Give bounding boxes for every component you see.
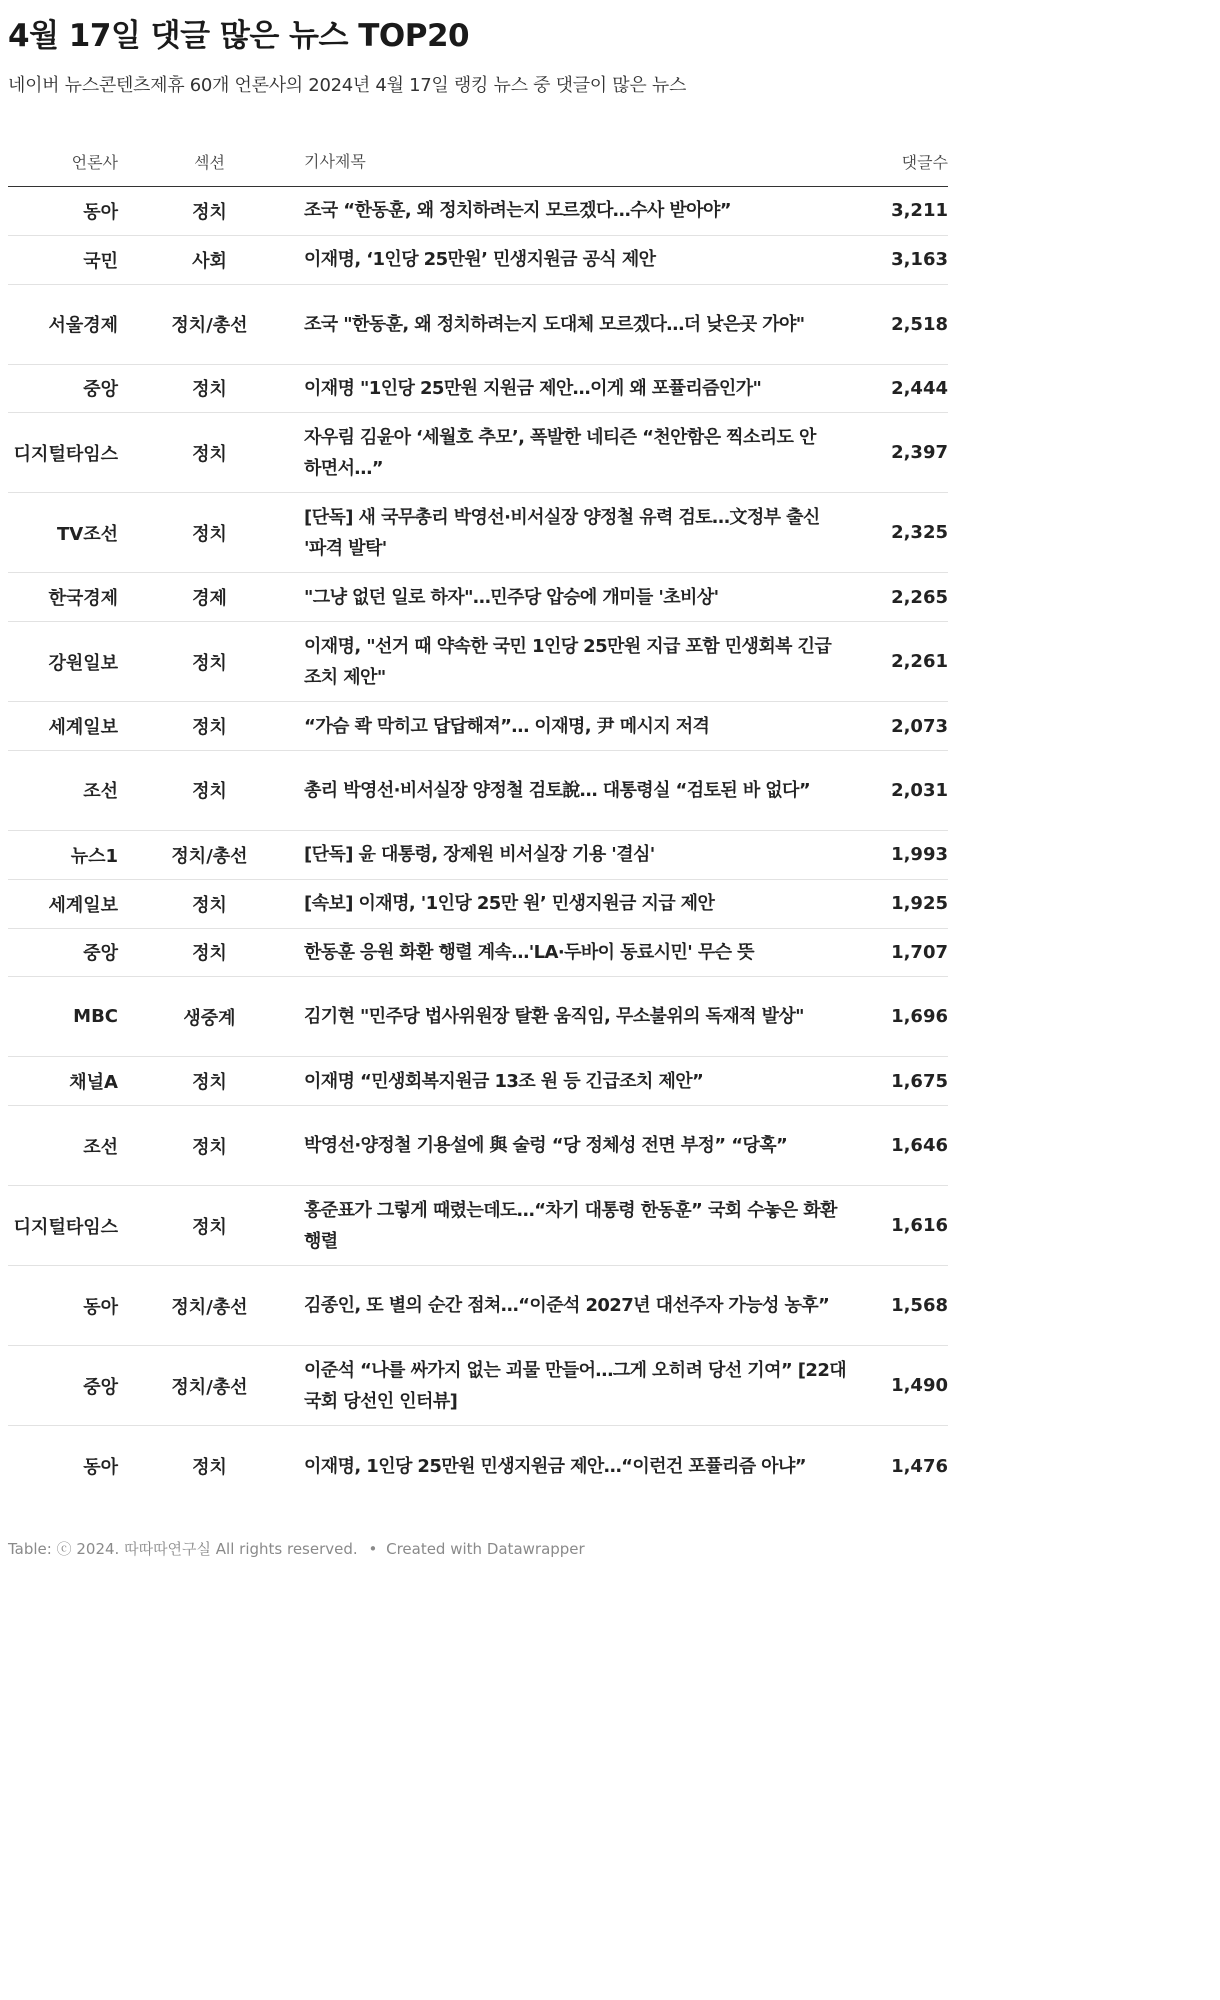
table-body [8, 187, 948, 1506]
table-row [8, 622, 948, 702]
cell-press: 조선 [83, 781, 118, 803]
cell-section: 정치/총선 [171, 315, 248, 337]
footer-source: Table: ⓒ 2024. 따따따연구실 All rights reserved. [8, 1540, 358, 1558]
table-row [8, 702, 948, 751]
cell-section: 정치 [192, 379, 227, 401]
cell-section: 정치 [192, 894, 227, 916]
cell-count: 1,616 [891, 1215, 948, 1237]
cell-section: 정치 [192, 781, 227, 803]
cell-press: 강원일보 [48, 652, 118, 674]
table-row [8, 1186, 948, 1266]
cell-title: 이재명, ‘1인당 25만원’ 민생지원금 공식 제안 [304, 249, 656, 271]
cell-press: 중앙 [83, 1376, 118, 1398]
cell-title: 이재명 "1인당 25만원 지원금 제안…이게 왜 포퓰리즘인가" [304, 377, 762, 399]
cell-press: 중앙 [83, 379, 118, 401]
table-row [8, 1426, 948, 1506]
cell-press: 조선 [83, 1136, 118, 1158]
cell-section: 정치 [192, 717, 227, 739]
cell-press: TV조선 [57, 523, 118, 545]
cell-count: 3,163 [891, 249, 948, 271]
cell-press: 채널A [69, 1072, 118, 1094]
cell-count: 1,568 [891, 1295, 948, 1317]
cell-press: 국민 [83, 250, 118, 272]
cell-count: 2,444 [891, 377, 948, 399]
cell-section: 정치/총선 [171, 1296, 248, 1318]
cell-count: 1,476 [891, 1455, 948, 1477]
cell-section: 정치/총선 [171, 1376, 248, 1398]
cell-count: 1,707 [891, 941, 948, 963]
cell-press: MBC [73, 1006, 118, 1028]
cell-title: 이준석 “나를 싸가지 없는 괴물 만들어…그게 오히려 당선 기여” [22대 국회 당선인 인터뷰] [304, 1359, 847, 1412]
cell-press: 세계일보 [48, 894, 118, 916]
cell-press: 동아 [83, 201, 118, 223]
cell-title: 조국 "한동훈, 왜 정치하려는지 도대체 모르겠다…더 낮은곳 가야" [304, 313, 805, 335]
table-row [8, 977, 948, 1057]
cell-title: 이재명, "선거 때 약속한 국민 1인당 25만원 지급 포함 민생회복 긴급 조치 제안" [304, 635, 832, 688]
cell-press: 중앙 [83, 943, 118, 965]
cell-count: 2,261 [891, 651, 948, 673]
header-press[interactable]: 언론사 [71, 152, 118, 172]
cell-count: 1,675 [891, 1070, 948, 1092]
cell-press: 한국경제 [48, 588, 118, 610]
news-table [8, 136, 948, 1506]
cell-count: 3,211 [891, 200, 948, 222]
cell-section: 정치 [192, 652, 227, 674]
table-row [8, 573, 948, 622]
cell-press: 세계일보 [48, 717, 118, 739]
cell-title: “가슴 콱 막히고 답답해져”… 이재명, 尹 메시지 저격 [304, 715, 710, 737]
cell-count: 1,993 [891, 844, 948, 866]
cell-press: 동아 [83, 1457, 118, 1479]
table-row [8, 1106, 948, 1186]
cell-title: 이재명 “민생회복지원금 13조 원 등 긴급조치 제안” [304, 1070, 704, 1092]
cell-press: 동아 [83, 1296, 118, 1318]
footer-credit-link[interactable]: Created with Datawrapper [386, 1540, 585, 1558]
table-header [8, 136, 948, 187]
cell-count: 1,696 [891, 1006, 948, 1028]
table-row [8, 1266, 948, 1346]
cell-title: 이재명, 1인당 25만원 민생지원금 제안…“이런건 포퓰리즘 아냐” [304, 1455, 806, 1477]
cell-section: 정치 [192, 1072, 227, 1094]
table-row [8, 831, 948, 880]
table-row [8, 187, 948, 236]
cell-count: 1,646 [891, 1135, 948, 1157]
cell-section: 경제 [192, 588, 227, 610]
footer-separator: • [368, 1540, 378, 1558]
cell-press: 뉴스1 [70, 845, 118, 867]
cell-section: 정치 [192, 1216, 227, 1238]
cell-title: "그냥 없던 일로 하자"…민주당 압승에 개미들 '초비상' [304, 586, 719, 608]
table-row [8, 1057, 948, 1106]
table-row [8, 413, 948, 493]
cell-count: 2,325 [891, 522, 948, 544]
table-row [8, 751, 948, 831]
table-row [8, 880, 948, 929]
page-title: 4월 17일 댓글 많은 뉴스 TOP20 [8, 18, 470, 54]
cell-section: 정치 [192, 201, 227, 223]
footer [8, 1538, 585, 1559]
cell-title: 조국 “한동훈, 왜 정치하려는지 모르겠다…수사 받아야” [304, 200, 731, 222]
cell-title: [단독] 새 국무총리 박영선·비서실장 양정철 유력 검토…文정부 출신 '파격 발탁' [304, 506, 820, 559]
cell-count: 2,031 [891, 779, 948, 801]
cell-press: 디지털타임스 [13, 1216, 118, 1238]
cell-title: 한동훈 응원 화환 행렬 계속…'LA·두바이 동료시민' 무슨 뜻 [304, 941, 754, 963]
cell-count: 1,490 [891, 1375, 948, 1397]
cell-press: 디지털타임스 [13, 443, 118, 465]
cell-count: 2,397 [891, 442, 948, 464]
cell-title: 김기현 "민주당 법사위원장 탈환 움직임, 무소불위의 독재적 발상" [304, 1006, 804, 1028]
header-count[interactable]: 댓글수 [901, 152, 948, 172]
cell-section: 정치 [192, 523, 227, 545]
cell-press: 서울경제 [48, 315, 118, 337]
header-section[interactable]: 섹션 [194, 152, 225, 172]
cell-section: 정치 [192, 1457, 227, 1479]
table-row [8, 929, 948, 978]
cell-section: 사회 [192, 250, 227, 272]
cell-section: 정치 [192, 1136, 227, 1158]
cell-section: 정치/총선 [171, 845, 248, 867]
table-row [8, 365, 948, 414]
cell-title: 자우림 김윤아 ‘세월호 추모’, 폭발한 네티즌 “천안함은 찍소리도 안 하면서…” [304, 426, 816, 479]
cell-title: 홍준표가 그렇게 때렸는데도…“차기 대통령 한동훈” 국회 수놓은 화환 행렬 [304, 1199, 837, 1252]
table-row [8, 493, 948, 573]
cell-title: [속보] 이재명, '1인당 25만 원’ 민생지원금 지급 제안 [304, 893, 715, 915]
cell-section: 생중계 [183, 1007, 236, 1029]
table-row [8, 1346, 948, 1426]
cell-count: 2,265 [891, 586, 948, 608]
cell-section: 정치 [192, 943, 227, 965]
cell-count: 1,925 [891, 893, 948, 915]
header-title[interactable]: 기사제목 [304, 151, 366, 171]
cell-title: [단독] 윤 대통령, 장제원 비서실장 기용 '결심' [304, 844, 655, 866]
cell-section: 정치 [192, 443, 227, 465]
cell-title: 총리 박영선·비서실장 양정철 검토說… 대통령실 “검토된 바 없다” [304, 779, 811, 801]
table-row [8, 285, 948, 365]
cell-title: 김종인, 또 별의 순간 점쳐…“이준석 2027년 대선주자 가능성 농후” [304, 1295, 830, 1317]
table-row [8, 236, 948, 285]
page-subtitle: 네이버 뉴스콘텐츠제휴 60개 언론사의 2024년 4월 17일 랭킹 뉴스 중 댓글이 많은 뉴스 [8, 75, 687, 96]
cell-count: 2,073 [891, 715, 948, 737]
cell-title: 박영선·양정철 기용설에 與 술렁 “당 정체성 전면 부정” “당혹” [304, 1135, 788, 1157]
cell-count: 2,518 [891, 313, 948, 335]
